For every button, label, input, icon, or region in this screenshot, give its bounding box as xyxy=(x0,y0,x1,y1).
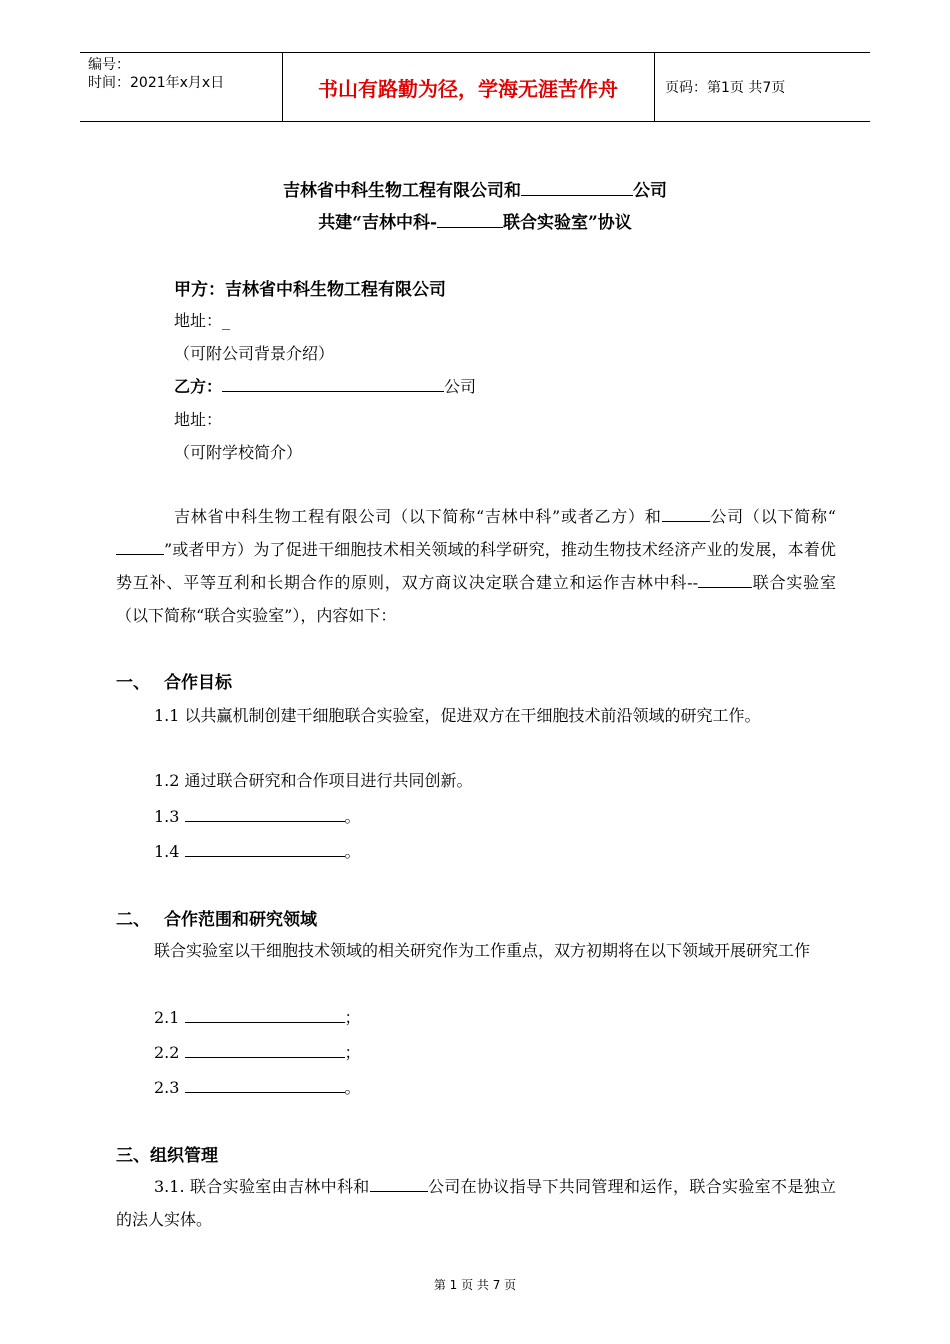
section-3-heading: 三、组织管理 xyxy=(116,1146,218,1166)
clause-1-1: 1.1 以共赢机制创建干细胞联合实验室，促进双方在干细胞技术前沿领域的研究工作。 xyxy=(154,706,761,725)
blank-line xyxy=(698,571,752,588)
party-b-line xyxy=(174,374,476,397)
clause-text: 公司在协议指导下共同管理和运作，联合实验室不是独立的法人实体。 xyxy=(116,1177,836,1229)
section-title: 合作目标 xyxy=(164,673,232,693)
title-text: 联合实验室”协议 xyxy=(503,213,632,233)
time-label: 时间：2021年x月x日 xyxy=(88,75,225,91)
blank-line xyxy=(185,1041,345,1058)
clause-number: 2.3 xyxy=(154,1078,180,1097)
title-text: 共建“吉林中科- xyxy=(318,213,438,233)
serial-label: 编号： xyxy=(88,57,130,73)
party-b-address: 地址： xyxy=(174,410,223,429)
clause-number: 2.1 xyxy=(154,1008,180,1027)
party-b-label: 乙方： xyxy=(174,377,223,396)
party-a-address: 地址：_ xyxy=(174,311,231,330)
blank-line xyxy=(662,505,710,522)
header-meta xyxy=(88,56,224,92)
clause-end: 。 xyxy=(344,1078,361,1097)
header-motto: 书山有路勤为径，学海无涯苦作舟 xyxy=(318,77,618,101)
clause-2-2 xyxy=(154,1040,361,1063)
clause-1-2: 1.2 通过联合研究和合作项目进行共同创新。 xyxy=(154,771,473,790)
section-number: 二、 xyxy=(116,910,150,930)
clause-number: 2.2 xyxy=(154,1043,180,1062)
intro-text: ”或者甲方）为了促进干细胞技术相关领域的科学研究，推动生物技术经济产业的发展，本着优势互补、平等互利和长期合作的原则，双方商议决定联合建立和运作吉林中科-- xyxy=(116,540,836,592)
section-1-heading xyxy=(116,668,232,693)
title-text: 吉林省中科生物工程有限公司和 xyxy=(283,181,521,201)
blank-line xyxy=(521,179,633,196)
doc-title-line1 xyxy=(0,176,950,201)
party-a-label: 甲方：吉林省中科生物工程有限公司 xyxy=(174,280,446,300)
clause-end: 。 xyxy=(344,842,361,861)
intro-text: 公司（以下简称“ xyxy=(709,507,836,526)
clause-end: ； xyxy=(344,1043,361,1062)
clause-number: 1.3 xyxy=(154,807,180,826)
document-header xyxy=(80,52,870,122)
header-divider xyxy=(654,53,655,121)
blank-line xyxy=(185,1076,345,1093)
clause-number: 1.4 xyxy=(154,842,180,861)
blank-line xyxy=(185,1006,345,1023)
blank-line xyxy=(116,538,164,555)
title-text: 公司 xyxy=(633,181,667,201)
blank-line xyxy=(437,211,503,228)
header-page-number: 页码：第1页 共7页 xyxy=(665,80,786,96)
intro-text: 吉林省中科生物工程有限公司（以下简称“吉林中科”或者乙方）和 xyxy=(174,507,662,526)
clause-end: 。 xyxy=(344,807,361,826)
party-a-note: （可附公司背景介绍） xyxy=(174,344,335,363)
clause-text: 3.1. 联合实验室由吉林中科和 xyxy=(154,1177,370,1196)
blank-line xyxy=(370,1175,428,1192)
section-number: 一、 xyxy=(116,673,150,693)
blank-line xyxy=(222,375,444,392)
section-2-text: 联合实验室以干细胞技术领域的相关研究作为工作重点，双方初期将在以下领域开展研究工作 xyxy=(154,941,811,960)
party-b-note: （可附学校简介） xyxy=(174,443,303,462)
clause-3-1 xyxy=(116,1170,836,1236)
clause-1-4 xyxy=(154,839,361,862)
clause-2-3 xyxy=(154,1075,361,1098)
clause-end: ； xyxy=(344,1008,361,1027)
blank-line xyxy=(185,840,345,857)
page-footer: 第 1 页 共 7 页 xyxy=(433,1278,517,1292)
party-b-suffix: 公司 xyxy=(444,377,477,396)
blank-line xyxy=(185,805,345,822)
doc-title-line2 xyxy=(0,208,950,233)
section-2-heading xyxy=(116,905,317,930)
intro-paragraph xyxy=(116,500,836,632)
clause-1-3 xyxy=(154,804,361,827)
clause-2-1 xyxy=(154,1005,361,1028)
section-title: 合作范围和研究领域 xyxy=(164,910,317,930)
intro-text: 联合实验室（以下简称“联合实验室”），内容如下： xyxy=(116,573,836,625)
